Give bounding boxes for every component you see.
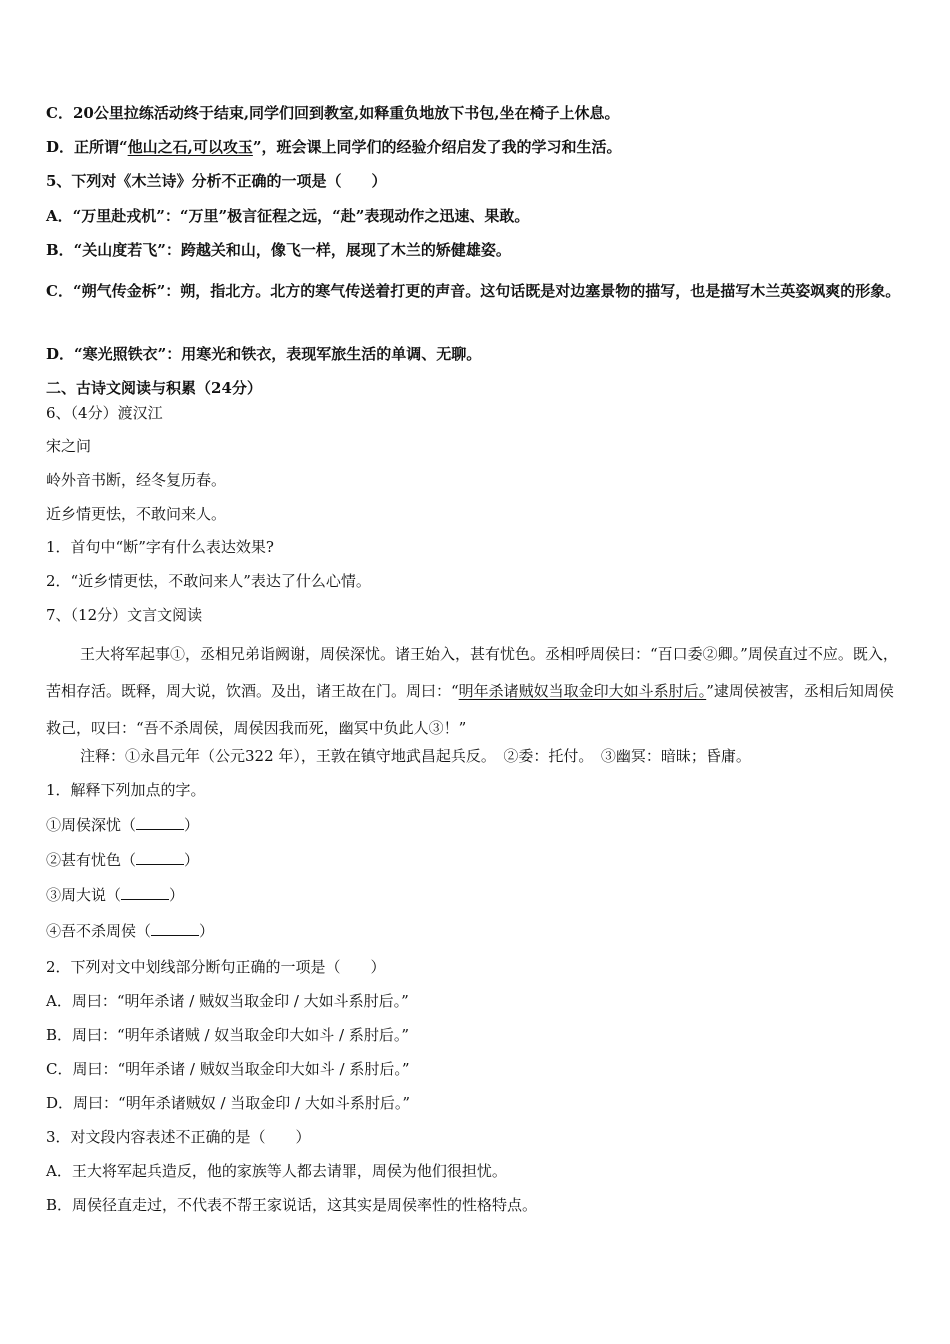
q5-option-a: A．“万里赴戎机”：“万里”极言征程之远，“赴”表现动作之迅速、果敢。 bbox=[46, 207, 530, 225]
q6-stem: 6、（4分）渡汉江 bbox=[46, 404, 163, 422]
q7-sub3-option-b: B．周侯径直走过，不代表不帮王家说话，这其实是周侯率性的性格特点。 bbox=[46, 1196, 538, 1214]
q7-passage-text: 王大将军起事①，丞相兄弟诣阙谢，周侯深忧。诸王始入，甚有忧色。丞相呼周侯曰：“百口委②卿。”周侯直过不应。既入，苦相存活。既释，周大说，饮酒。及出，诸王故在门。周曰：“ bbox=[46, 645, 898, 700]
q7-sub2-option-b: B．周曰：“明年杀诸贼 / 奴当取金印大如斗 / 系肘后。” bbox=[46, 1026, 410, 1044]
q4-option-d-suffix: ”，班会课上同学们的经验介绍启发了我的学习和生活。 bbox=[252, 138, 622, 156]
answer-blank-3[interactable] bbox=[121, 884, 169, 900]
q7-passage-notes: 注释：①永昌元年（公元322 年），王敦在镇守地武昌起兵反。 ②委：托付。 ③幽冥：暗昧；昏庸。 bbox=[80, 747, 751, 765]
q7-sub3-stem: 3．对文段内容表述不正确的是（ ） bbox=[46, 1128, 311, 1146]
q7-passage-underlined: 明年杀诸贼奴当取金印大如斗系肘后。 bbox=[458, 682, 707, 700]
q5-stem: 5、下列对《木兰诗》分析不正确的一项是（ ） bbox=[46, 172, 387, 190]
q7-sub2-option-d: D．周曰：“明年杀诸贼奴 / 当取金印 / 大如斗系肘后。” bbox=[46, 1094, 411, 1112]
answer-blank-4[interactable] bbox=[151, 920, 199, 936]
q4-option-d bbox=[46, 136, 622, 158]
q7-sub1-item-4: ④吾不杀周侯（ ） bbox=[46, 922, 215, 940]
q6-poem-line-2: 近乡情更怯，不敢问来人。 bbox=[46, 505, 227, 523]
q7-sub1-item-1: ①周侯深忧（ ） bbox=[46, 816, 200, 834]
section-2-title: 二、古诗文阅读与积累（24分） bbox=[46, 379, 262, 397]
q7-sub2-option-a: A．周曰：“明年杀诸 / 贼奴当取金印 / 大如斗系肘后。” bbox=[46, 992, 409, 1010]
q7-passage-text-end: ”逮周侯被害，丞相后知周侯救己，叹曰：“吾不杀周侯，周侯因我而死，幽冥中负此人③！” bbox=[46, 682, 894, 737]
q6-sub-question-1: 1．首句中“断”字有什么表达效果? bbox=[46, 538, 274, 556]
q7-sub2-option-c: C．周曰：“明年杀诸 / 贼奴当取金印大如斗 / 系肘后。” bbox=[46, 1060, 410, 1078]
q6-poem-author: 宋之问 bbox=[46, 437, 92, 455]
q4-option-d-underlined: 他山之石,可以攻玉 bbox=[127, 138, 253, 156]
q4-option-d-prefix: D．正所谓“ bbox=[46, 138, 128, 156]
q5-option-b: B．“关山度若飞”：跨越关和山，像飞一样，展现了木兰的矫健雄姿。 bbox=[46, 241, 511, 259]
q7-stem: 7、（12分）文言文阅读 bbox=[46, 606, 203, 624]
q4-option-c: C．20公里拉练活动终于结束,同学们回到教室,如释重负地放下书包,坐在椅子上休息。 bbox=[46, 104, 620, 122]
q7-sub1-item-2: ②甚有忧色（ ） bbox=[46, 851, 200, 869]
q7-sub1-stem: 1．解释下列加点的字。 bbox=[46, 781, 206, 799]
q5-option-c: C．“朔气传金柝”：朔，指北方。北方的寒气传送着打更的声音。这句话既是对边塞景物的描写，也是描写木兰英姿飒爽的形象。 bbox=[46, 282, 901, 300]
q6-sub-question-2: 2．“近乡情更怯，不敢问来人”表达了什么心情。 bbox=[46, 572, 371, 590]
q7-passage bbox=[46, 636, 908, 747]
answer-blank-1[interactable] bbox=[136, 814, 184, 830]
q5-option-d: D．“寒光照铁衣”：用寒光和铁衣，表现军旅生活的单调、无聊。 bbox=[46, 345, 482, 363]
q6-poem-line-1: 岭外音书断，经冬复历春。 bbox=[46, 471, 227, 489]
answer-blank-2[interactable] bbox=[136, 849, 184, 865]
q7-sub3-option-a: A．王大将军起兵造反，他的家族等人都去请罪，周侯为他们很担忧。 bbox=[46, 1162, 507, 1180]
q7-sub2-stem: 2．下列对文中划线部分断句正确的一项是（ ） bbox=[46, 958, 386, 976]
q7-sub1-item-3: ③周大说（ ） bbox=[46, 886, 185, 904]
